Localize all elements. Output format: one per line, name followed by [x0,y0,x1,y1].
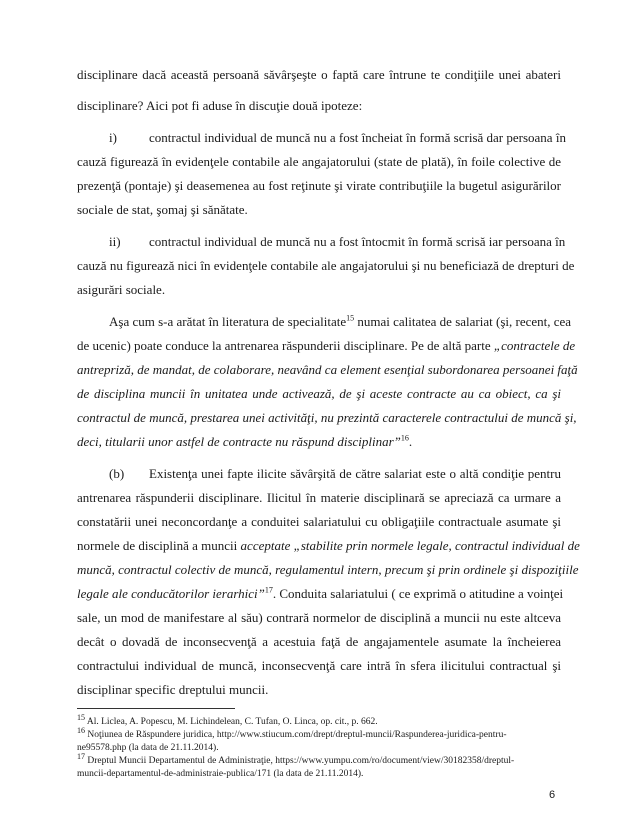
footnote-ref[interactable]: 16 [400,433,409,443]
footnote: $^{15}$ Al. Liclea, A. Popescu, M. Lichindelean, C. Tufan, O. Linca, op. cit., p. 662. [77,712,378,727]
body-line: cauză nu figurează nici în evidenţele contabile ale angajatorului şi nu beneficiază de drepturi de [77,258,575,273]
footnote-link[interactable]: Noţiunea de Răspundere juridica, http://www.stiucum.com/drept/dreptul-muncii/Raspunderea-juridica-pentru- [87,730,507,740]
footnote-separator [77,708,235,709]
list-marker: i) [109,130,117,145]
footnote-ref[interactable]: 15 [346,313,355,323]
body-line: normele de disciplină a muncii acceptate „stabilite prin normele legale, contractul individual de [77,538,580,553]
body-line: decât o dovadă de inconsecvenţă a acestuia faţă de angajamentele asumate la încheierea [77,634,561,649]
body-line: disciplinar specific dreptului muncii. [77,682,269,697]
body-line: sale, un mod de manifestare al său) contrară normelor de disciplină a muncii nu este altceva [77,610,561,625]
body-line: antrenarea răspunderii disciplinare. Ilicitul în materie disciplinară se apreciază ca urmare a [77,490,561,505]
body-line: disciplinare? Aici pot fi aduse în discuţie două ipoteze: [77,98,363,113]
body-line: deci, titularii unor astfel de contracte nu răspund disciplinar”$^{16}$. [77,433,413,449]
footnote-continuation: muncii-departamentul-de-administraie-publica/171 (la data de 21.11.2014). [77,769,364,779]
body-line: muncă, contractul colectiv de muncă, regulamentul intern, precum şi prin ordinele şi dispoziţiile [77,562,579,577]
body-line: antrepriză, de mandat, de colaborare, neavând ca element esenţial subordonarea persoanei faţă [77,362,578,377]
list-marker: (b) [109,466,125,481]
footnote-continuation: ne95578.php (la data de 21.11.2014). [77,743,219,753]
body-line: prezenţă (pontaje) şi deasemenea au fost reţinute şi virate contribuţiile la bugetul asigurărilor [77,178,561,193]
body-line: Aşa cum s-a arătat în literatura de specialitate$^{15}$ numai calitatea de salariat (şi, recent, cea [109,313,572,329]
page-number: 6 [549,789,556,801]
body-line: constatării unei neconcordanţe a conduitei salariatului cu obligaţiile contractuale asumate şi [77,514,561,529]
body-line: contractul de muncă, prestarea unei activităţi, nu prezintă caracterele contractului de muncă şi, [77,410,577,425]
body-line: disciplinare dacă această persoană săvârşeşte o faptă care întrune te condiţiile unei abateri [77,67,561,82]
body-line: contractul individual de muncă nu a fost încheiat în formă scrisă dar persoana în [149,130,566,145]
body-line: legale ale conducătorilor ierarhici”$^{17}$. Conduita salariatului ( ce exprimă o atitudine a voinţei [77,585,564,601]
body-line: de disciplina muncii în unitatea unde activează, de şi aceste contracte au ca obiect, ca şi [77,386,561,401]
body-line: sociale de stat, şomaj şi sănătate. [77,202,248,217]
body-line: cauză figurează în evidenţele contabile ale angajatorului (state de plată), în foile colective de [77,154,561,169]
body-line: contractului individual de muncă, inconsecvenţă care intră în sfera ilicitului contractual şi [77,658,561,673]
footnote: $^{17}$ Dreptul Muncii Departamentul de Administraţie, https://www.yumpu.com/ro/document/view/30182358/dreptul- [77,751,515,766]
footnote-link[interactable]: Dreptul Muncii Departamentul de Administraţie, https://www.yumpu.com/ro/document/view/30182358/dreptul- [87,756,515,766]
body-line: contractul individual de muncă nu a fost întocmit în formă scrisă iar persoana în [149,234,566,249]
body-line: asigurări sociale. [77,282,166,297]
footnote-ref[interactable]: 17 [264,585,273,595]
body-line: Existenţa unei fapte ilicite săvârşită de către salariat este o altă condiţie pentru [149,466,561,481]
body-line: de ucenic) poate conduce la antrenarea răspunderii disciplinare. Pe de altă parte „contractele de [77,338,576,353]
footnote: $^{16}$ Noţiunea de Răspundere juridica, http://www.stiucum.com/drept/dreptul-muncii/Raspunderea-juridica-pentru- [77,725,507,740]
list-marker: ii) [109,234,121,249]
